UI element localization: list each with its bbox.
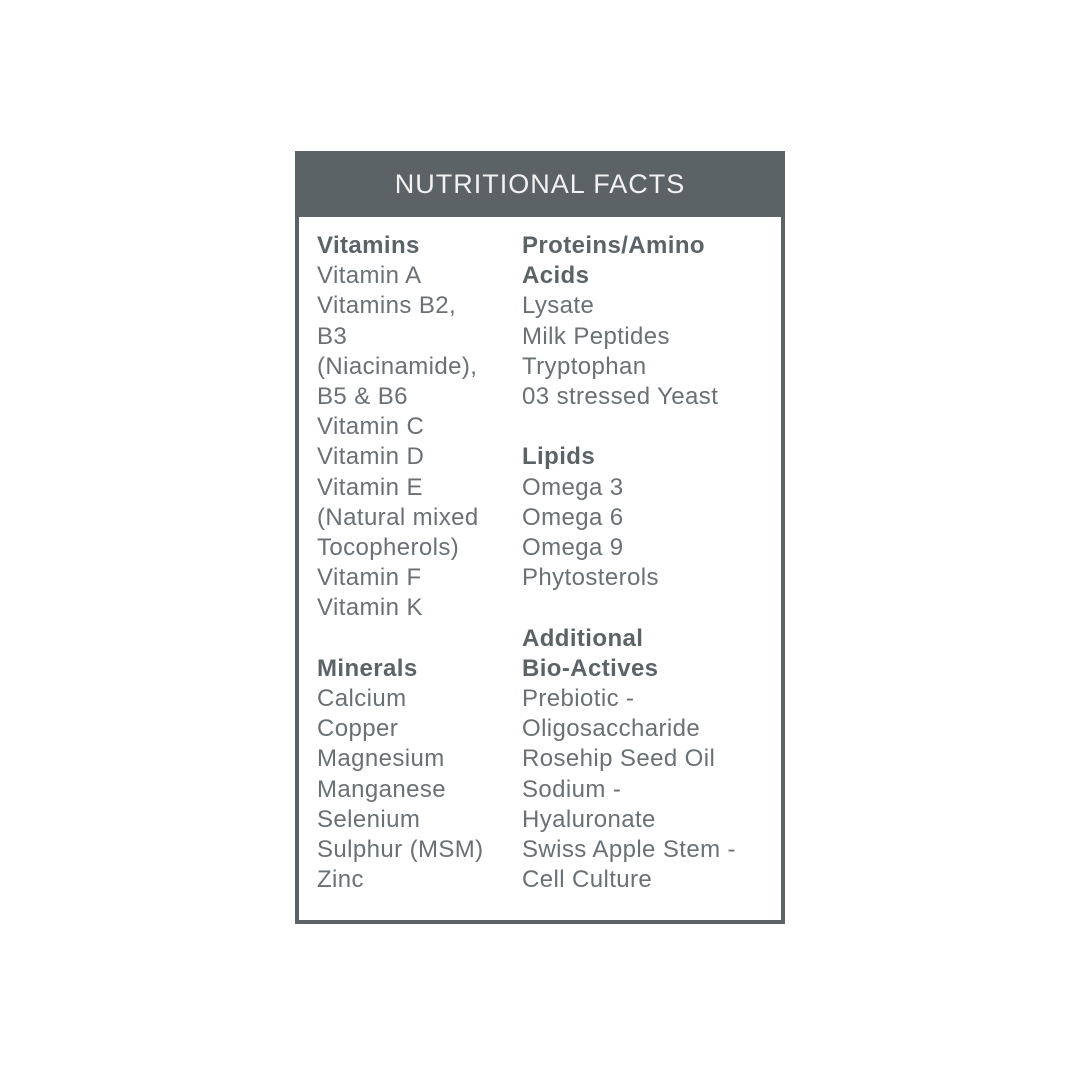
- list-item: Vitamins B2,: [317, 292, 457, 320]
- list-item: B5 & B6: [317, 383, 408, 411]
- list-item: Vitamin E: [317, 473, 423, 501]
- list-item: Vitamin F: [317, 564, 422, 592]
- left-column: [317, 231, 484, 895]
- list-item: Magnesium: [317, 745, 445, 773]
- list-item: Manganese: [317, 775, 447, 803]
- list-item: Swiss Apple Stem -: [522, 836, 736, 864]
- list-item: B3: [317, 322, 348, 350]
- section-heading: Proteins/Amino: [522, 232, 705, 259]
- right-column: [522, 231, 736, 895]
- list-item: Vitamin D: [317, 443, 425, 471]
- section-heading: Minerals: [317, 654, 418, 682]
- list-item: Vitamin A: [317, 262, 422, 290]
- list-item: Tocopherols): [317, 534, 460, 562]
- list-item: Rosehip Seed Oil: [522, 745, 716, 773]
- section-heading: Bio-Actives: [522, 654, 659, 682]
- list-item: Tryptophan: [522, 352, 647, 380]
- list-item: Prebiotic -: [522, 685, 635, 713]
- section: [317, 654, 484, 896]
- list-item: Sulphur (MSM): [317, 836, 484, 864]
- list-item: (Niacinamide),: [317, 352, 478, 380]
- section-heading: Additional: [522, 624, 644, 652]
- section: [522, 231, 736, 412]
- list-item: Vitamin K: [317, 594, 423, 622]
- section: [522, 442, 736, 593]
- list-item: (Natural mixed: [317, 503, 479, 531]
- list-item: Vitamin C: [317, 413, 425, 441]
- list-item: Copper: [317, 715, 399, 743]
- list-item: Hyaluronate: [522, 805, 656, 833]
- list-item: Sodium -: [522, 775, 622, 803]
- card-title: NUTRITIONAL FACTS: [295, 151, 785, 217]
- list-item: Cell Culture: [522, 866, 653, 894]
- section-heading: Vitamins: [317, 232, 420, 259]
- list-item: Zinc: [317, 866, 364, 894]
- section-heading: Acids: [522, 262, 590, 290]
- list-item: 03 stressed Yeast: [522, 383, 719, 411]
- section: [317, 231, 484, 624]
- nutrition-facts-card: [295, 151, 785, 924]
- list-item: Omega 6: [522, 503, 624, 531]
- section-heading: Lipids: [522, 443, 596, 471]
- list-item: Selenium: [317, 805, 421, 833]
- list-item: Omega 3: [522, 473, 624, 501]
- list-item: Phytosterols: [522, 564, 659, 592]
- list-item: Oligosaccharide: [522, 715, 701, 743]
- list-item: Lysate: [522, 292, 595, 320]
- list-item: Omega 9: [522, 534, 624, 562]
- section: [522, 624, 736, 896]
- list-item: Calcium: [317, 685, 407, 713]
- list-item: Milk Peptides: [522, 322, 670, 350]
